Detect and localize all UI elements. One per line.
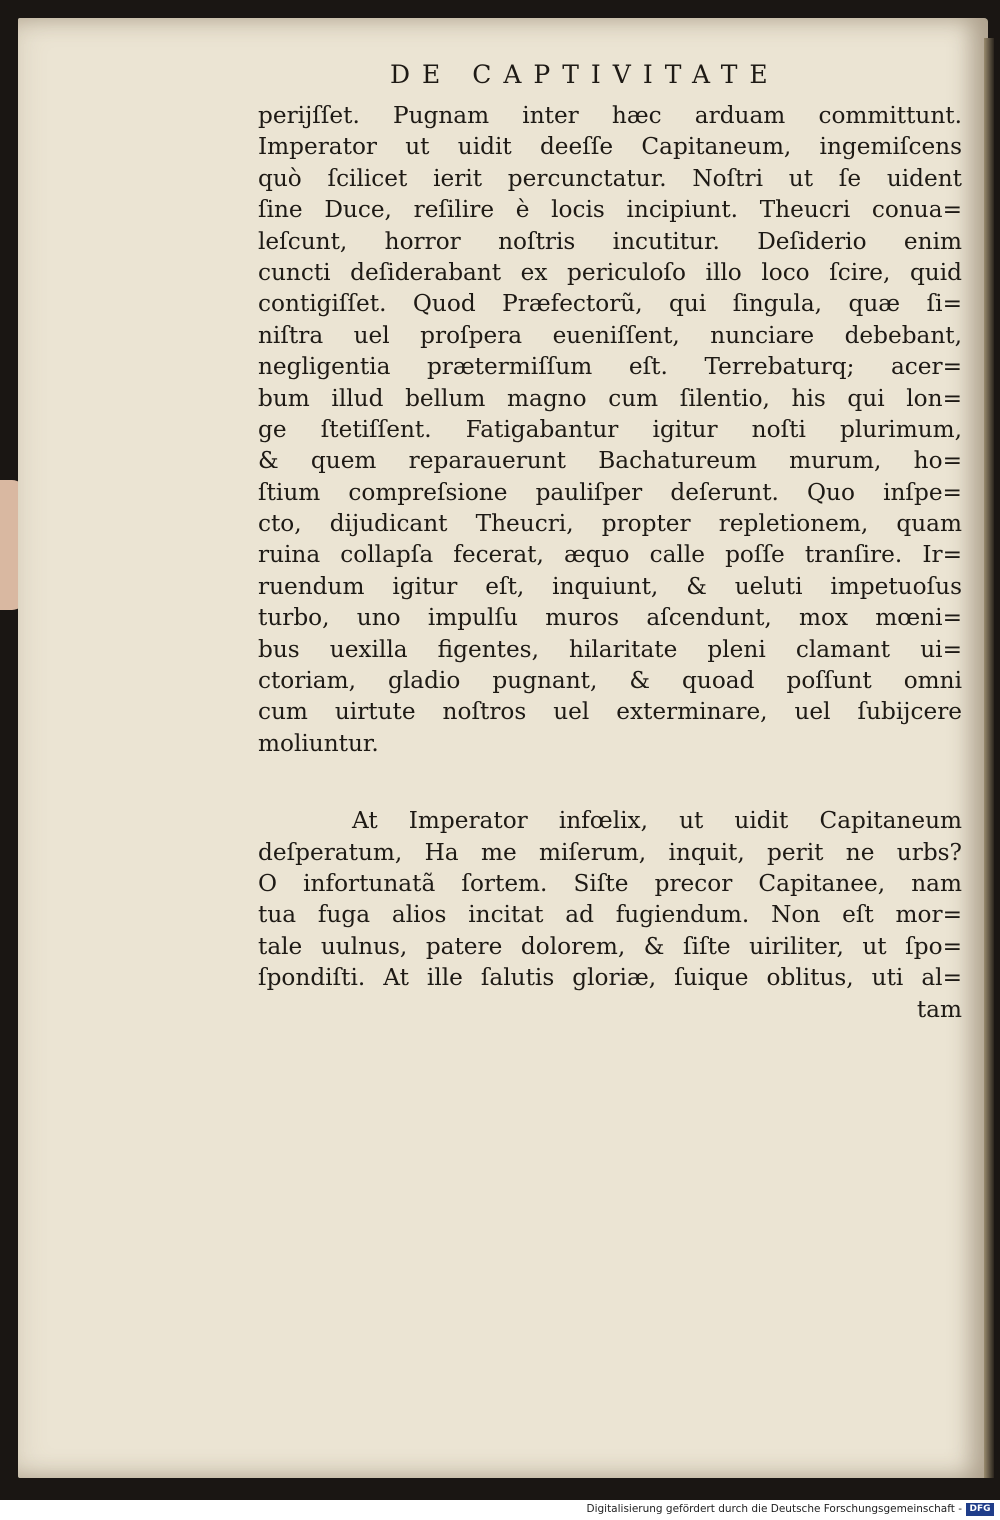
text-line: cum uirtute noſtros uel exterminare, uel ſubijcere: [258, 698, 962, 726]
text-line: moliuntur.: [258, 729, 379, 757]
text-line: Imperator ut uidit deeſſe Capitaneum, ingemiſcens: [258, 133, 962, 161]
footer-bar: [0, 1500, 1000, 1520]
text-line: cuncti deſiderabant ex periculoſo illo loco ſcire, quid: [258, 258, 962, 286]
text-line: negligentia prætermiſſum eſt. Terrebaturq; acer=: [258, 353, 962, 381]
text-line: ruendum igitur eſt, inquiunt, & ueluti impetuoſus: [258, 572, 962, 600]
page-edge: [984, 38, 994, 1478]
text-line: O infortunatã ſortem. Siſte precor Capitanee, nam: [258, 869, 962, 897]
text-line: & quem reparauerunt Bachatureum murum, ho=: [258, 447, 962, 475]
text-line: cto, dijudicant Theucri, propter repletionem, quam: [258, 510, 962, 538]
text-line: niſtra uel proſpera eueniſſent, nunciare debebant,: [258, 321, 962, 349]
text-line: ge ſtetiſſent. Fatigabantur igitur noſti plurimum,: [258, 415, 962, 443]
text-line: contigiſſet. Quod Præfectorũ, qui ſingula, quæ ſi=: [258, 290, 962, 318]
text-line: ctoriam, gladio pugnant, & quoad poſſunt omni: [258, 667, 962, 695]
dfg-logo: DFG: [966, 1503, 994, 1516]
footer-credit: Digitalisierung gefördert durch die Deutsche Forschungsgemeinschaft -: [586, 1503, 962, 1515]
text-line: ſpondiſti. At ille ſalutis gloriæ, ſuique oblitus, uti al=: [258, 964, 962, 992]
paragraph-1: [258, 100, 962, 759]
text-line: ruina collapſa fecerat, æquo calle poſſe tranſire. Ir=: [258, 541, 962, 569]
paragraph-2: [258, 805, 962, 993]
text-line: deſperatum, Ha me miſerum, inquit, perit ne urbs?: [258, 838, 962, 866]
text-line: tale uulnus, patere dolorem, & ſiſte uiriliter, ut ſpo=: [258, 932, 962, 960]
text-line: turbo, uno impulſu muros aſcendunt, mox mœni=: [258, 604, 962, 632]
catchword: tam: [916, 995, 962, 1023]
text-line: perijſſet. Pugnam inter hæc arduam committunt.: [258, 102, 962, 129]
text-line: tua fuga alios incitat ad fugiendum. Non eſt mor=: [258, 901, 962, 929]
text-line: bum illud bellum magno cum ſilentio, his qui lon=: [258, 384, 962, 412]
text-line: leſcunt, horror noſtris incutitur. Deſiderio enim: [258, 227, 962, 255]
text-line: At Imperator infœlix, ut uidit Capitaneum: [352, 807, 962, 835]
text-line: ſine Duce, reſilire è locis incipiunt. Theucri conua=: [258, 196, 962, 224]
text-line: ſtium compreſsione pauliſper deſerunt. Quo inſpe=: [258, 478, 962, 506]
paragraph-gap: [258, 759, 962, 805]
text-line: quò ſcilicet ierit percunctatur. Noſtri ut ſe uident: [258, 164, 962, 192]
running-head: DE CAPTIVITATE: [390, 60, 780, 89]
body-text: [258, 100, 962, 1025]
text-line: bus uexilla figentes, hilaritate pleni clamant ui=: [258, 635, 962, 663]
